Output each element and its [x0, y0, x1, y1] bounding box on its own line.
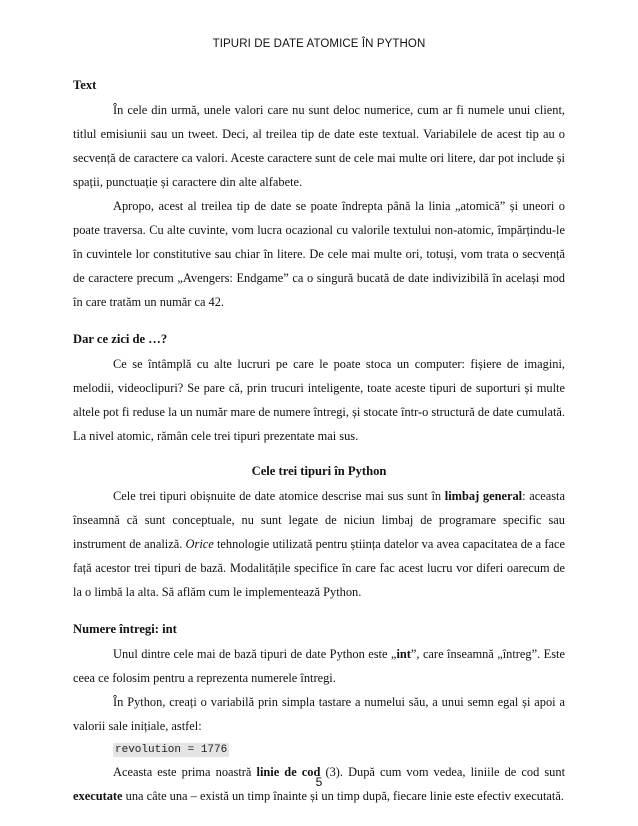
text-run: Aceasta este prima noastră — [113, 765, 257, 779]
bold-term: limbaj general — [444, 489, 523, 503]
code-example — [73, 738, 565, 760]
text-run: una câte una – există un timp înainte și un timp după, fiecare linie este efectiv executată. — [122, 789, 564, 803]
heading-python-types: Cele trei tipuri în Python — [251, 464, 387, 478]
text-run: Cele trei tipuri obișnuite de date atomice descrise mai sus sunt în — [113, 489, 445, 503]
text-run: ”, care înseamnă „întreg”. Este ceea ce folosim pentru a reprezenta numerele întregi. — [73, 647, 565, 685]
bold-term: int — [396, 647, 411, 661]
running-header: TIPURI DE DATE ATOMICE ÎN PYTHON — [212, 38, 426, 50]
page-body — [73, 74, 565, 808]
paragraph-python-1 — [73, 484, 565, 604]
paragraph-others-1: Ce se întâmplă cu alte lucruri pe care le poate stoca un computer: fișiere de imagini, melodii, videoclipuri? Se pare că, prin trucuri inteligente, toate aceste tipuri de suporturi și multe altele pot fi reduse la un număr mare de numere întregi, și stocate într-o structură de date cumulată. La nivel atomic, rămân cele trei tipuri prezentate mai sus. — [73, 357, 565, 443]
code-snippet: revolution = 1776 — [115, 744, 228, 756]
text-run: tehnologie utilizată pentru știința datelor va avea capacitatea de a face față acestor trei tipuri de bază. Modalitățile specifice în care fac acest lucru vor diferi oarecum de la o limbă la alta. Să aflăm cum le implementează Python. — [73, 537, 565, 599]
heading-integers: Numere întregi: int — [73, 622, 177, 636]
text-run: : aceasta înseamnă că sunt conceptuale, nu sunt legate de niciun limbaj de programare specific sau instrument de analiză. — [73, 489, 565, 551]
italic-term: Orice — [185, 537, 214, 551]
bold-term: executate — [73, 789, 123, 803]
text-run: (3). După cum vom vedea, liniile de cod sunt — [320, 765, 566, 779]
paragraph-integers-1 — [73, 642, 565, 690]
paragraph-text-2: Apropo, acest al treilea tip de date se poate îndrepta până la linia „atomică” și uneori o poate traversa. Cu alte cuvinte, vom lucra ocazional cu valorile textului non-atomic, împărțindu-le în cuvintele lor constitutive sau chiar în litere. De cele mai multe ori, totuși, vom trata o secvență de caractere precum „Avengers: Endgame” ca o singură bucată de date indivizibilă în același mod în care tratăm un număr ca 42. — [73, 199, 565, 309]
bold-term: linie de cod — [256, 765, 321, 779]
paragraph-integers-2: În Python, creați o variabilă prin simpla tastare a numelui său, a unui semn egal și apoi a valorii sale inițiale, astfel: — [73, 695, 565, 733]
heading-text: Text — [73, 78, 97, 92]
text-run: Unul dintre cele mai de bază tipuri de date Python este „ — [113, 647, 397, 661]
heading-others: Dar ce zici de …? — [73, 332, 168, 346]
page-number: 5 — [315, 775, 323, 789]
paragraph-text-1: În cele din urmă, unele valori care nu sunt deloc numerice, cum ar fi numele unui client, titlul emisiunii sau un tweet. Deci, al treilea tip de date este textual. Variabilele de acest tip au o secvență de caractere ca valori. Aceste caractere sunt de cele mai multe ori litere, dar pot include și spații, punctuație și caractere din alte alfabete. — [73, 103, 565, 189]
